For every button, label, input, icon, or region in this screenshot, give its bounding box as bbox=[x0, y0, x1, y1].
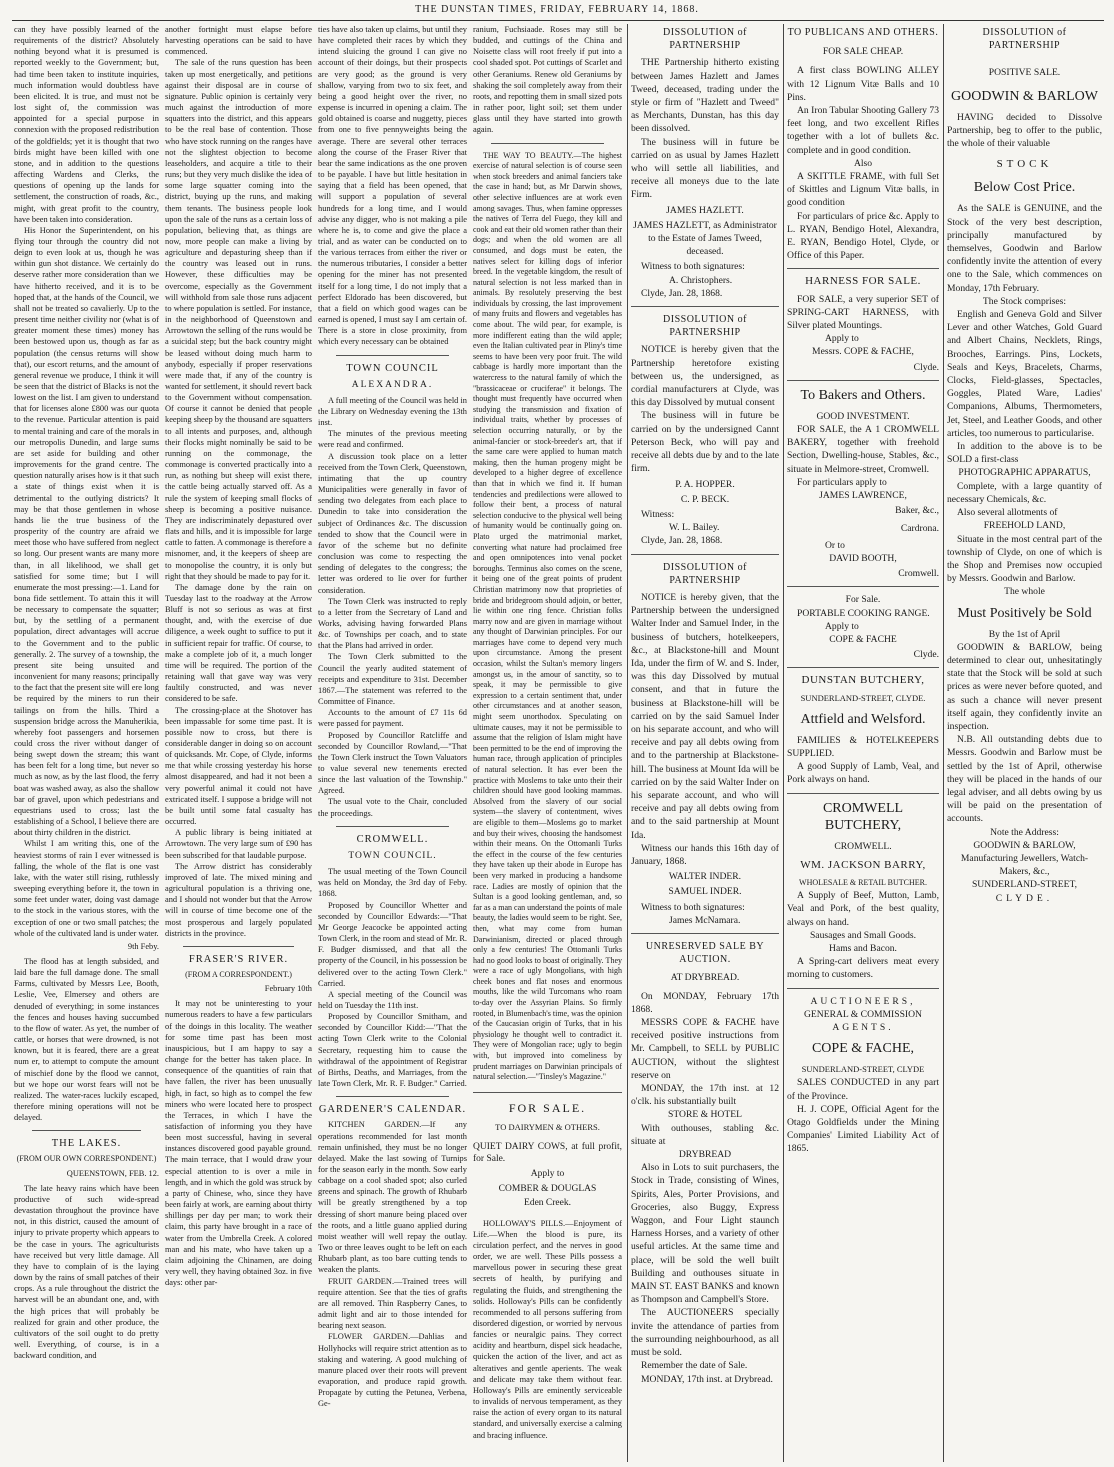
ad-place: Cromwell. bbox=[898, 568, 939, 580]
article-paragraph: The sale of the runs question has been taken up most energetically, and petitions against their disposal are in course of signature. Public opinion is certainly very much against the introduction of more squatters into the district, and this appears to be the real base of contention. Those who have stock running on the ranges have not the slightest objection to become leaseholders, and acquire a title to their runs; but they very much dislike the idea of some large squatter coming into the district, buying up the runs, and making them tenants. The business people look upon the sale of the runs as a certain loss of population, believing that, as things are now, more people can make a living by agriculture and depasturing sheep than if the country was leased out in runs. However, these difficulties may be overcome, especially as the Government will withhold from sale those runs adjacent to where population is settled. For instance, in the neighborhood of Queenstown and Arrowtown the selling of the runs would be a suicidal step; but the back country might be leased without doing much harm to anybody, especially if proper reservations were made that, if any of the country is wanted for settlement, it should revert back to the Government without compensation. Of course it cannot be denied that people keeping sheep by the thousand are squatters to all intents and purposes, and, although their flocks might nominally be said to be running on the commonage, the commonage is converted practically into a run, as nothing but sheep will exist there, the cattle being actually starved off. As a rule the system of keeping small flocks of sheep is becoming a positive nuisance. They are indiscriminately depastured over flats and hills, and it is impossible for large cattle to fatten. A commonage is therefore a misnomer, and, it the keepers of sheep are to monopolise the country, it is only but right that they should be made to pay for it. bbox=[165, 58, 312, 581]
masthead-rule bbox=[12, 20, 1104, 21]
ad-text: N.B. All outstanding debts due to Messrs. Goodwin and Barlow must be settled by the 1st of April, otherwise they will be placed in the hands of our legal adviser, and all debts owing by us will be paid on the presentation of accounts. bbox=[947, 734, 1102, 825]
ad-text: Situate in the most central part of the township of Clyde, on one of which is the Shop and Premises now occupied by Messrs. Goodwin and Barlow. bbox=[947, 533, 1102, 585]
article-paragraph: The usual vote to the Chair, concluded the proceedings. bbox=[318, 797, 467, 818]
ad-name: Messrs. COPE & FACHE, bbox=[812, 346, 914, 358]
section-heading: GARDENER'S CALENDAR. bbox=[318, 1104, 467, 1116]
section-rule bbox=[787, 380, 939, 381]
ad-text: English and Geneva Gold and Silver Lever and other Watches, Gold Guard and Albert Chains, Necklets, Rings, Brooches, Earrings. Pins, Lockets, Seals and Keys, Bracelets, Charms, Clocks, Field-glasses, Spectacles, Goggles, Plated Ware, Ladies' Companions, Albums, Thermometers, Jet, Steel, and Leather Goods, and other articles, too numerous to particularise. bbox=[947, 309, 1102, 439]
byline: (FROM OUR OWN CORRESPONDENT.) bbox=[16, 1154, 157, 1164]
ad-name: GOODWIN & BARLOW, bbox=[973, 839, 1076, 851]
section-heading: THE LAKES. bbox=[51, 1138, 122, 1150]
ad-text: FOR SALE, the A 1 CROMWELL BAKERY, together with freehold Section, Dwelling-house, Stables, &c., situate in Melmore-street, Cromwell. bbox=[787, 424, 939, 475]
ad-name: COMBER & DOUGLAS bbox=[498, 1184, 597, 1195]
ad-text: Witness to both signatures: bbox=[641, 901, 745, 913]
ad-text: Also in Lots to suit purchasers, the Stock in Trade, consisting of Wines, Spirits, Ales, Porter Provisions, and Groceries, also Buggy, Express Waggon, and Four Light staunch Harness Horses, and a variety of other useful articles. At the same time and place, will be sold the well built Building and outhouses situate in MAIN ST. EAST BANKS and known as Thompson and Campbell's Store. bbox=[631, 1162, 779, 1306]
section-heading: TOWN COUNCIL bbox=[346, 362, 439, 374]
article-paragraph: The damage done by the rain on Tuesday last to the roadway at the Arrow Bluff is not so serious as was at first thought, and, with the exercise of due diligence, a week ought to suffice to put it in sufficient repair for traffic. Of course, to make a complete job of it, a much longer time will be required. The portion of the retaining wall that gave way was very faultily constructed, and was never considered to be safe. bbox=[165, 582, 312, 704]
section-rule bbox=[631, 933, 779, 934]
ad-subheading: POSITIVE SALE. bbox=[988, 67, 1061, 79]
ad-name: WM. JACKSON BARRY, bbox=[800, 858, 926, 871]
article-paragraph: ranium, Fuchsiaade. Roses may still be budded, and cuttings of the China and Noisette class will root freely if put into a cool shaded spot. Pot cuttings of Scarlet and other Geraniums. Renew old Geraniums by shaking the soil completely away from their roots, and repotting them in small sized pots in rather poor, light soil; set them under glass until they have started into growth again. bbox=[473, 25, 622, 135]
ad-text: SUNDERLAND-STREET, bbox=[971, 879, 1078, 891]
ad-name: COPE & FACHE, bbox=[811, 1041, 915, 1057]
ad-text: The business will in future be carried on as usual by James Hazlett who will settle all liabilities, and receive all moneys due to the late Firm. bbox=[631, 136, 779, 201]
ad-subheading: GOOD INVESTMENT. bbox=[816, 410, 910, 422]
ad-text: James McNamara. bbox=[669, 914, 741, 926]
ad-text: In addition to the above is to be SOLD a first-class bbox=[947, 441, 1102, 466]
article-paragraph: Whilst I am writing this, one of the heaviest storms of rain I ever witnessed is falling, the whole of the flat is one vast lake, with the water still rising, ruthlessly sweeping everything before it, the town in some feet under water, doing vast damage to the stock in the various stores, with the exception of one or two small patches; the whole of the cultivated land is under water. bbox=[14, 839, 159, 938]
ad-place: Eden Creek. bbox=[524, 1198, 571, 1209]
ad-text: QUIET DAIRY COWS, at full profit, for Sale. bbox=[473, 1142, 622, 1165]
ad-text: Remember the date of Sale. bbox=[641, 1360, 748, 1372]
article-paragraph: Proposed by Councillor Whetter and seconded by Councillor Edwards:—"That Mr George Jeacocke be appointed acting Town Clerk, in the room and stead of Mr. R. F. Budger dismissed, and that all the property of the Council, in his possession be delivered over to the acting Town Clerk." Carried. bbox=[318, 900, 467, 988]
ad-subheading: WHOLESALE & RETAIL BUTCHER. bbox=[799, 877, 927, 887]
ad-heading: FOR SALE. bbox=[508, 1100, 587, 1115]
ad-text: A good Supply of Lamb, Veal, and Pork always on hand. bbox=[787, 761, 939, 786]
signature: P. A. HOPPER. bbox=[675, 478, 735, 490]
ad-text: HAVING decided to Dissolve Partnership, beg to offer to the public, the whole of their valuable bbox=[947, 111, 1102, 150]
article-paragraph: Proposed by Councillor Smitham, and seconded by Councillor Kidd:—"That the acting Town Clerk write to the Colonial Secretary, requesting him to cause the withdrawal of the appointment of Registrar of Births, Deaths, and Marriages, from the late Town Clerk, Mr. R. F. Budger." Carried. bbox=[318, 1012, 467, 1089]
ad-text: Or to bbox=[825, 539, 845, 551]
signature: JAMES HAZLETT. bbox=[666, 204, 744, 216]
ad-heading: DISSOLUTION of PARTNERSHIP bbox=[982, 27, 1067, 52]
byline: (FROM A CORRESPONDENT.) bbox=[185, 969, 292, 979]
ad-subheading: FOR SALE CHEAP. bbox=[822, 46, 904, 58]
section-rule bbox=[32, 1130, 141, 1131]
section-subheading: ALEXANDRA. bbox=[351, 379, 434, 390]
ad-text: Witness our hands this 16th day of January, 1868. bbox=[631, 842, 779, 867]
ad-text: MONDAY, 17th inst. at Drybread. bbox=[641, 1373, 773, 1385]
ad-place: AT DRYBREAD. bbox=[670, 972, 740, 984]
ad-heading: UNRESERVED SALE BY AUCTION. bbox=[645, 941, 765, 966]
ad-text: FAMILIES & HOTELKEEPERS SUPPLIED. bbox=[787, 734, 939, 759]
article-paragraph: The late heavy rains which have been productive of such wide-spread devastation throughout the province have not, in this district, caused the amount of injury to private property which appears to be the case in yours. The agriculturists have received but very little damage. All they have to complain of is the laying down by the rains of small patches of their crops. As a rule throughout the district the harvest will be an abundant one, and, with the high prices that will probably be realized for grain and other produce, the cultivators of the soil ought to do pretty well. Everything, of course, is in a backward condition, and bbox=[14, 1183, 159, 1361]
article-paragraph: The minutes of the previous meeting were read and confirmed. bbox=[318, 429, 467, 450]
ad-text: The Stock comprises: bbox=[982, 295, 1067, 307]
dateline: February 10th bbox=[264, 984, 312, 994]
ad-text: As the SALE is GENUINE, and the Stock of the very best description, principally manufactured by themselves, Goodwin and Barlow confidently invite the attention of every one to the Sale, which commences on Monday, 17th February. bbox=[947, 203, 1102, 294]
ad-text: By the 1st of April bbox=[988, 628, 1061, 640]
ad-text: Apply to bbox=[825, 333, 859, 345]
ad-text: The whole bbox=[1004, 586, 1045, 598]
ad-text: Witness: bbox=[641, 508, 675, 520]
article-paragraph: A discussion took place on a letter received from the Town Clerk, Queenstown, intimating that the up country Municipalities were generally in favor of sending two delegates from each place to Dunedin to take into consideration the subject of Ordinances &c. The discussion tended to show that the Council were in favor of the scheme but no definite conclusion was come to respecting the sending of delegates to the congress; the letter was ordered to lie over for further consideration. bbox=[318, 451, 467, 595]
ad-text: Witness to both signatures: bbox=[641, 261, 745, 273]
ad-subheading: SUNDERLAND-STREET, CLYDE. bbox=[800, 692, 926, 703]
ad-heading: DUNSTAN BUTCHERY, bbox=[801, 674, 925, 687]
section-rule bbox=[787, 268, 939, 269]
ad-text: A first class BOWLING ALLEY with 12 Lignum Vitæ Balls and 10 Pins. bbox=[787, 65, 939, 103]
article-paragraph: A public library is being initiated at Arrowtown. The very large sum of £90 has been subscribed for that laudable purpose. bbox=[165, 828, 312, 860]
ad-text: Manufacturing Jewellers, Watch-Makers, &c., bbox=[960, 852, 1089, 878]
column-6 bbox=[787, 24, 939, 1462]
article-paragraph: The usual meeting of the Town Council was held on Monday, the 3rd day of Feby. 1868. bbox=[318, 867, 467, 899]
ad-item: DRYBREAD bbox=[678, 1149, 732, 1161]
ad-text: Apply to bbox=[530, 1169, 565, 1180]
ad-heading: To Bakers and Others. bbox=[800, 387, 926, 403]
ad-heading: Below Cost Price. bbox=[973, 180, 1076, 196]
section-rule bbox=[787, 793, 939, 794]
ad-text: A Supply of Beef, Mutton, Lamb, Veal and Pork, of the best quality, always on hand. bbox=[787, 890, 939, 928]
article-paragraph: Proposed by Councillor Ratcliffe and seconded by Councillor Rowland,—"That the Town Clerk instruct the Town Valuators to value several new tenements erected since the last valuation of the Township." Agreed. bbox=[318, 730, 467, 796]
section-heading: FRASER'S RIVER. bbox=[188, 953, 289, 965]
ad-text: A SKITTLE FRAME, with full Set of Skittles and Lignum Vitæ balls, in good condition bbox=[787, 171, 939, 209]
article-paragraph: can they have possibly learned of the requirements of the district? Absolutely nothing beyond what it is presumed is reported weekly to the Government; but, had time been taken to institute inquiries, much information would doubtless have been elicited. It is true, and must not be lost sight of, the commission was appointed for a special purpose in connexion with the proposed redistribution of the goldfields; yet it is thought that two birds might have been killed with one stone, and in addition to the questions affecting Wardens and Clerks, the questions of opening up the lands for settlement, the construction of roads, &c., might, with great profit to the country, have been taken into consideration. bbox=[14, 25, 159, 224]
section-rule bbox=[473, 1092, 622, 1093]
section-rule bbox=[183, 946, 294, 947]
section-rule bbox=[631, 306, 779, 307]
ad-text: NOTICE is hereby given, that the Partnership between the undersigned Walter Inder and Samuel Inder, in the business of butchers, hotelkeepers, &c., at Blackstone-hill and Mount Ida, under the firm of W. and S. Inder, was this day Dissolved by mutual consent, and that in future the business at Blackstone-hill will be carried on by the said Samuel Inder on his separate account, and who will receive and pay all debts owing from and to the partnership at Blackstone-hill. The business at Mount Ida will be carried on by the said Walter Inder on his separate account, and who will receive and pay all debts owing from and to the said partnership at Mount Ida. bbox=[631, 591, 779, 841]
masthead: THE DUNSTAN TIMES, FRIDAY, FEBRUARY 14, 1868. bbox=[415, 4, 699, 15]
ad-subheading: SUNDERLAND-STREET, CLYDE bbox=[801, 1064, 925, 1075]
ad-heading: HARNESS FOR SALE. bbox=[805, 275, 921, 288]
article-paragraph: another fortnight must elapse before harvesting operations can be said to have commenced. bbox=[165, 25, 312, 57]
ad-item: FREEHOLD LAND, bbox=[983, 520, 1066, 532]
ad-heading: AUCTIONEERS, bbox=[810, 995, 916, 1007]
article-paragraph: KITCHEN GARDEN.—If any operations recommended for last month remain unfinished, they must be no longer delayed. Make the last sowing of Turnips for the season early in the month. Sow early cabbage on a cool shaded spot; also curled greens and spinach. The growth of Rhubarb will be greatly strengthened by a top dressing of short manure being placed over the roots, and a little guano applied during moist weather will well repay the outlay. Two or three leaves ought to be left on each Rhubarb plant, as too bare cutting tends to weaken the plants. bbox=[318, 1120, 467, 1275]
ad-heading: STOCK bbox=[996, 158, 1053, 171]
column-5 bbox=[631, 24, 779, 1462]
ad-text: Baker, &c., bbox=[895, 505, 939, 517]
section-rule bbox=[491, 143, 604, 144]
article-paragraph: A full meeting of the Council was held in the Library on Wednesday evening the 13th inst. bbox=[318, 395, 467, 428]
section-rule bbox=[787, 988, 939, 989]
ad-item: PHOTOGRAPHIC APPARATUS, bbox=[958, 467, 1091, 479]
ad-place: Clyde. bbox=[913, 361, 939, 373]
article-paragraph: ties have also taken up claims, but until they have completed their races by which they intend sluicing the ground I can give no account of their doings, but their prospects are very good; as the ground is very shallow, varying from two to six feet, and being a good height over the river, no expense is incurred in opening a claim. The gold obtained is coarse and nuggetty, pieces from one to five pennyweights being the average. There are several other terraces along the course of the Fraser River that bear the same indications as the one proven to be payable. I have but little hesitation in saying that a field has been opened, that will support a population of several hundreds for a long time, and I would advise any digger, who is not making a pile where he is, to come and give the place a trial, and as water can be conducted on to the various terraces from either the river or the numerous tributaries, I consider a better opening for the miner has not presented itself for a long time, I do not imply that a perfect Eldorado has been discovered, but that a field on which good wages can be earned is opened, I must say I am certain of. There is a store in close proximity, from which every necessary can be obtained bbox=[318, 25, 467, 347]
column-7 bbox=[947, 24, 1102, 1462]
ad-text: Sausages and Small Goods. bbox=[809, 929, 917, 941]
ad-text: For particulars of price &c. Apply to L. RYAN, Bendigo Hotel, Alexandra, E. RYAN, Bendigo Hotel, Clyde, or Office of this Paper. bbox=[787, 210, 939, 262]
ad-text: An Iron Tabular Shooting Gallery 73 feet long, and two excellent Rifles together with a lot of bullets &c. complete and in good condition. bbox=[787, 105, 939, 156]
ad-text: The business will in future be carried on by the undersigned Cannt Peterson Beck, who will pay and receive all debts due by and to the late firm. bbox=[631, 410, 779, 475]
article-paragraph: The Arrow district has considerably improved of late. The mixed mining and agricultural population is a thriving one, and I should not wonder but that the Arrow will in course of time become one of the most prosperous and largely populated districts in the province. bbox=[165, 861, 312, 938]
section-rule bbox=[336, 355, 449, 356]
ad-text: GOODWIN & BARLOW, being determined to clear out, unhesitatingly state that the Stock will be sold at such prices as were never before quoted, and as such a chance will never present itself again, they confidently invite an inspection. bbox=[947, 641, 1102, 732]
ad-place: CLYDE. bbox=[995, 892, 1054, 904]
ad-text: For particulars apply to bbox=[797, 476, 887, 488]
column-divider bbox=[783, 24, 784, 1462]
signature: C. P. BECK. bbox=[680, 493, 730, 505]
article-paragraph: It may not be uninteresting to your numerous readers to have a few particulars of the doings in this locality. The weather for some time past has been most inauspicious, but I am happy to say a change for the better has taken place. In consequence of the quantities of rain that have fallen, the river has been unusually high, in fact, so high as to compel the few miners who were located here to prospect the Terraces, in which I have the satisfaction of informing you they have been most successful, having in several instances discovered good payable ground. The main terrace, that I would draw your especial attention to is over a mile in length, and in which the gold was struck by a party of Chinese, who, since they have been fairly at work, are earning about thirty shillings per day per man; to work their claim, this party have brought in a race of water from the Umbrella Creek. A colored man and his mate, who have taken up a claim adjoining the Chinamen, are doing very well, they having obtained 3oz. in five days: other par- bbox=[165, 999, 312, 1288]
column-divider bbox=[943, 24, 944, 1462]
column-divider bbox=[627, 24, 628, 1462]
ad-subheading: CROMWELL. bbox=[834, 840, 892, 852]
section-rule bbox=[336, 1096, 449, 1097]
article-paragraph: The Town Clerk was instructed to reply to a letter from the Secretary of Land and Works, advising having forwarded Plans &c. of Townships per coach, and to state that the Plans had arrived in order. bbox=[318, 596, 467, 651]
section-rule bbox=[787, 586, 939, 587]
ad-text: Complete, with a large quantity of necessary Chemicals, &c. bbox=[947, 480, 1102, 505]
ad-place: Cardrona. bbox=[900, 522, 939, 534]
ad-text: Apply to bbox=[825, 620, 859, 632]
ad-text: H. J. COPE, Official Agent for the Otago Goldfields under the Mining Companies' Limited Liability Act of 1865. bbox=[787, 1103, 939, 1155]
column-2 bbox=[165, 24, 312, 1462]
ad-text: MESSRS COPE & FACHE have received positive instructions from Mr. Campbell, to SELL by PUBLIC AUCTION, without the slightest reserve on bbox=[631, 1017, 779, 1081]
signature: SAMUEL INDER. bbox=[668, 886, 742, 898]
ad-text: FOR SALE, a very superior SET of SPRING-CART HARNESS, with Silver plated Mountings. bbox=[787, 293, 939, 332]
ad-place: Clyde. bbox=[913, 649, 939, 661]
ad-text: MONDAY, the 17th inst. at 12 o'clk. his substantially built bbox=[631, 1083, 779, 1108]
ad-text: The AUCTIONEERS specially invite the attendance of parties from the surrounding neighbourhood, as all must be sold. bbox=[631, 1307, 779, 1359]
ad-heading: Attfield and Welsford. bbox=[800, 711, 926, 727]
ad-name: COPE & FACHE bbox=[829, 633, 897, 645]
ad-text: Note the Address: bbox=[990, 826, 1059, 838]
article-paragraph: FRUIT GARDEN.—Trained trees will require attention. See that the ties of grafts are all removed. Thin Raspberry Canes, to admit light and air to those intended for bearing next season. bbox=[318, 1276, 467, 1331]
ad-heading: DISSOLUTION of PARTNERSHIP bbox=[663, 561, 747, 586]
ad-text: THE Partnership hitherto existing between James Hazlett and James Tweed, deceased, trading under the style or firm of "Hazlett and Tweed" as Merchants, Dunstan, has this day been dissolved. bbox=[631, 57, 779, 135]
section-subheading: TOWN COUNCIL. bbox=[348, 850, 437, 861]
ad-heading: AGENTS. bbox=[832, 1021, 894, 1033]
ad-text: Hams and Bacon. bbox=[829, 942, 897, 954]
ad-heading: GENERAL & COMMISSION bbox=[804, 1008, 922, 1020]
ad-text: W. L. Bailey. bbox=[669, 522, 720, 534]
ad-item: STORE & HOTEL bbox=[668, 1109, 742, 1121]
ad-text: PORTABLE COOKING RANGE. bbox=[797, 607, 930, 619]
ad-text: SALES CONDUCTED in any part of the Province. bbox=[787, 1077, 939, 1102]
ad-text: A Spring-cart delivers meat every morning to customers. bbox=[787, 956, 939, 981]
section-rule bbox=[336, 826, 449, 827]
ad-heading: DISSOLUTION of PARTNERSHIP bbox=[663, 27, 747, 52]
ad-text: A. Christophers. bbox=[669, 274, 733, 286]
ad-text: Clyde, Jan. 28, 1868. bbox=[641, 287, 723, 299]
ad-text: With outhouses, stabling &c. situate at bbox=[631, 1122, 779, 1147]
article-paragraph: A special meeting of the Council was held on Tuesday the 11th inst. bbox=[318, 989, 467, 1010]
ad-text: NOTICE is hereby given that the Partnership heretofore existing between us, the undersigned, as cordial manufacturers at Clyde, was this day Dissolved by mutual consent bbox=[631, 344, 779, 409]
column-4 bbox=[473, 24, 622, 1462]
column-3 bbox=[318, 24, 467, 1462]
ad-text: Also bbox=[853, 157, 873, 169]
ad-name: DAVID BOOTH, bbox=[829, 552, 897, 564]
ad-heading: TO PUBLICANS AND OTHERS. bbox=[787, 27, 939, 38]
ad-heading: For Sale. bbox=[845, 594, 881, 606]
article-paragraph: The flood has at length subsided, and laid bare the full damage done. The small Farms, cultivated by Messrs Lee, Booth, Leslie, Vee, Elmersey and others are denuded of everything; in some instances the fences and houses having succumbed to the flow of water. As yet, the number of cattle, or horses that were drowned, is not known, but it is feared, there are a great num er, to attempt to compute the amount of mischief done by the flood we cannot, but we hope our worst fears will not be realized. The water-races luckily escaped, therefore mining operations will not be delayed. bbox=[14, 956, 159, 1123]
article-paragraph: The crossing-place at the Shotover has been impassable for some time past. It is possible now to cross, but there is considerable danger in doing so on account of quicksands. Mr. Cope, of Clyde, informs me that while crossing yesterday his horse almost disappeared, and had it not been a very powerful animal it could not have extricated itself. I suppose a bridge will not be built until some fatal casualty has occurred. bbox=[165, 705, 312, 827]
section-rule bbox=[631, 554, 779, 555]
ad-heading: DISSOLUTION of PARTNERSHIP bbox=[663, 314, 747, 339]
article-paragraph: THE WAY TO BEAUTY.—The highest exercise of natural selection is of course seen when stock breeders and animal fanciers take the case in hand; but, as Mr Darwin shows, other selective influences are at work even among savages. Thus, when famine oppresses the natives of Terra del Fuego, they kill and cook and eat their old women rather than their dogs; and when the old women are all consumed, and dogs must be eaten, the natives select for killing dogs of inferior breed. In the vegetable kingdom, the result of natural selection is not less marked than in animals. By resolutely preserving the best individuals by crossing, the last improvement of many fruits and flowers and vegetables has come about. The wild pear, for example, is more indifferent eating than the wild apple; even the Italian cultivated pear in Pliny's time seems to have been very poor fruit. The wild cabbage is hardly more important than the watercress to the natural family of which the "brassicaceae or cruciferae" it belongs. The thought must frequently have occurred when studying the transmission and fixation of individual traits, whether by processes of selection occurring naturally, or by the animal-fancier or stock-breeder's art, that if the same care were applied to human match making, then the human progeny might be developed to a higher degree of excellence than that in which we find it. If human tendencies and predilections were allowed to follow their bent, a process of natural selection conducive to the physical well being of humanity would be continually going on. Plato urged the matrimonial market, converting what nature had proclaimed free and open omnipotences into venal pocket boroughs. Terminus also comes on the scene, it being one of the great points of prudent Christian matrimony now that proprieties of bride and bridegroom should adjoin, or better, lie within one ring fence. Christian folks marry now and are given in marriage without any thought of Darwinian principles. For our marriages have come to depend very much upon circumstance. Among the present occasion, whilst the Sultan's memory lingers amongst us, in the amour of sanctity, so to speak, it may be permissible to give expression to a certain sentiment that, under other circumstances and at another season, might seem unorthodox. Speculating on ultimate causes, may it not be permissible to assume that the religion of Islam might have been permitted to be the end of improving the human race, through application of principles of natural selection. It has ever been the practice with Moslems to take unto their their children should have good looking mammas. Absolved from the slavery of our social system—the slavery of contentment, wives are eligible to them—Moslems go to market and buy their wives, choosing the handsomest within their means. On the Ottomanli Turks the effect in the course of the few centuries they have taken up their abode in Europe has been very marked in producing a handsome race. Ladies are mostly of opinion that the Sultan is a good looking gentleman, and, so far as a man can understand the points of male beauty, the ladies would seem to be right. See, then, what may come from human Darwinianism, directed or placed through only a few centuries! The Ottomanli Turks had no good looks to boast of originally. They were a race of ugly Mongolians, with high cheek bones and flat noses and enormous mouths, like the wild Turcomans who roam to-day over the Assyrian Plains. So firmly rooted, in Blumenbach's time, was the opinion of the Caucasian origin of Turks, that in his physiology he thought well to contradict it. They were of Mongolian race; ugly to begin with, but improved into comeliness by prudent marriages on Darwinian principals of natural selection.—"Tinsley's Magazine." bbox=[473, 150, 622, 1082]
signature: JAMES HAZLETT, as Administrator to the Estate of James Tweed, deceased. bbox=[633, 219, 777, 258]
ad-name: JAMES LAWRENCE, bbox=[819, 490, 907, 502]
section-heading: CROMWELL. bbox=[356, 833, 429, 845]
article-paragraph: HOLLOWAY'S PILLS.—Enjoyment of Life.—When the blood is pure, its circulation perfect, and the nerves in good order, we are well. These Pills possess a marvellous power in securing these great secrets of health, by purifying and regulating the fluids, and strengthening the solids. Holloway's Pills can be confidently recommended to all persons suffering from disordered digestion, or worried by nervous fancies or neuralgic pains. They correct acidity and heartburn, dispel sick headache, quicken the action of the liver, and act as alteratives and gentle aperients. The weak and delicate may take them without fear. Holloway's Pills are eminently serviceable to invalids of nervous temperament, as they raise the action of every organ to its natural standard, and universally exercise a calming and bracing influence. bbox=[473, 1218, 622, 1440]
ad-heading: CROMWELL BUTCHERY, bbox=[822, 800, 904, 833]
article-paragraph: His Honor the Superintendent, on his flying tour through the country did not deign to even look at us, though he was within gun shot distance. We certainly do deserve rather more consideration than we have hitherto received, and it is to be hoped that, at the hands of the Council, we shall not be treated so cavalierly. Up to the present time neither civility nor (what is of greater moment these times) money has been bestowed upon us, though as far as population (the census returns will show that), our escort returns, and the amount of general revenue we produce, I think it will be seen that the district of Blacks is not the lowest on the list. I am given to understand that for licenses alone £800 was our quota to the revenue. Particular attention is paid to mental training and care of the morals in our metropolis Dunedin, and large sums are set aside for building and other improvements for the grand centre. The question naturally arises how is it that such a state of things exist when it is detrimental to the outlying districts? It may be that those gentlemen in whose hands lie the true business of the prosperity of the country are afraid we meet those who have suffered from neglect so long. Our present wants are many more than, in all likelihood, we shall get satisfied for some time; but I will enumerate the most pressing:—1. Land for bona fide settlement. To attain this it will be necessary to compensate the squatter; but, by the settling of a permanent population, direct advantages will accrue to the Government and to the public generally. 2. The survey of a township, the present site being unsuited and inconvenient for many reasons; principally to the fact that the present site will ere long be required by the miners to run their tailings on from the hills. Third a suspension bridge across the Manuherikia, whereby foot passengers and horsemen could cross the river without danger of being swept down the stream; this want has been felt for a long time, but never so much as now, as by the last flood, the ferry boat was washed away, as also the shallow bar of gravel, upon which pedestrians and equestrians used to cross; last the establishing of a School, I believe there are about thirty children in the district. bbox=[14, 225, 159, 838]
ad-subheading: TO DAIRYMEN & OTHERS. bbox=[495, 1121, 600, 1132]
signature: WALTER INDER. bbox=[668, 871, 742, 883]
dateline: QUEENSTOWN, FEB. 12. bbox=[66, 1168, 159, 1178]
column-1 bbox=[14, 24, 159, 1462]
ad-text: On MONDAY, February 17th 1868. bbox=[631, 990, 779, 1015]
article-paragraph: The Town Clerk submitted to the Council the yearly audited statement of receipts and expenditure to 31st. December 1867.—The statement was referred to the Committee of Finance. bbox=[318, 652, 467, 707]
ad-heading: GOODWIN & BARLOW bbox=[951, 88, 1098, 104]
article-paragraph: Accounts to the amount of £7 11s 6d were passed for payment. bbox=[318, 708, 467, 729]
dateline: 9th Feby. bbox=[127, 941, 159, 951]
ad-text: Clyde, Jan. 28, 1868. bbox=[641, 535, 723, 547]
section-rule bbox=[787, 667, 939, 668]
article-paragraph: FLOWER GARDEN.—Dahlias and Hollyhocks will require strict attention as to staking and watering. A good mulching of manure placed over their roots will prevent evaporation, and produce rapid growth. Propagate by cutting the Petunea, Verbena, Ge- bbox=[318, 1332, 467, 1409]
ad-text: Also several allotments of bbox=[957, 507, 1058, 519]
ad-heading: Must Positively be Sold bbox=[957, 605, 1092, 621]
